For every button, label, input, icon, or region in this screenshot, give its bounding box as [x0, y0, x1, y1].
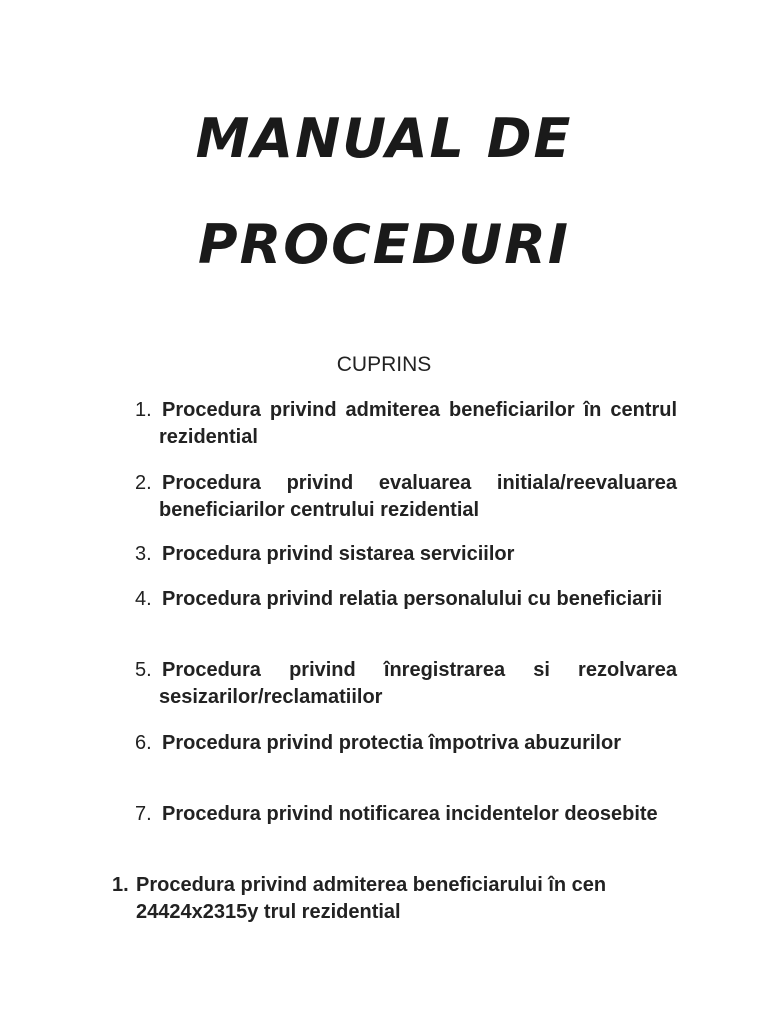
- toc-item-number: 4.: [135, 588, 152, 610]
- toc-item-number: 3.: [135, 543, 152, 565]
- toc-item-text: Procedura privind sistarea serviciilor: [162, 543, 515, 565]
- toc-item-text: Procedura privind admiterea beneficiarilor în centrul rezidential: [159, 399, 677, 448]
- toc-item-2: [135, 470, 677, 524]
- document-title-line-1: MANUAL DE: [195, 107, 573, 170]
- toc-item-4: [135, 586, 677, 613]
- toc-item-number: 7.: [135, 803, 152, 825]
- toc-item-text: Procedura privind înregistrarea si rezolvarea sesizarilor/reclamatiilor: [159, 659, 677, 708]
- toc-item-5: [135, 657, 677, 711]
- section-heading-text: Procedura privind admiterea beneficiarului în cen 24424x2315y trul rezidential: [136, 874, 607, 923]
- toc-item-text: Procedura privind notificarea incidentelor deosebite: [162, 803, 658, 825]
- toc-item-number: 5.: [135, 659, 152, 681]
- toc-item-number: 1.: [135, 399, 152, 421]
- section-heading-1: [112, 872, 678, 926]
- toc-item-3: [135, 541, 677, 568]
- toc-item-number: 6.: [135, 732, 152, 754]
- toc-item-text: Procedura privind protectia împotriva abuzurilor: [162, 732, 621, 754]
- contents-heading: CUPRINS: [336, 353, 432, 376]
- toc-item-7: [135, 801, 677, 828]
- section-heading-number: 1.: [112, 874, 129, 896]
- toc-item-text: Procedura privind evaluarea initiala/reevaluarea beneficiarilor centrului rezidential: [159, 472, 677, 521]
- document-title-line-2: PROCEDURI: [198, 213, 570, 276]
- toc-item-number: 2.: [135, 472, 152, 494]
- toc-item-1: [135, 397, 677, 451]
- toc-item-6: [135, 730, 677, 757]
- toc-item-text: Procedura privind relatia personalului cu beneficiarii: [162, 588, 663, 610]
